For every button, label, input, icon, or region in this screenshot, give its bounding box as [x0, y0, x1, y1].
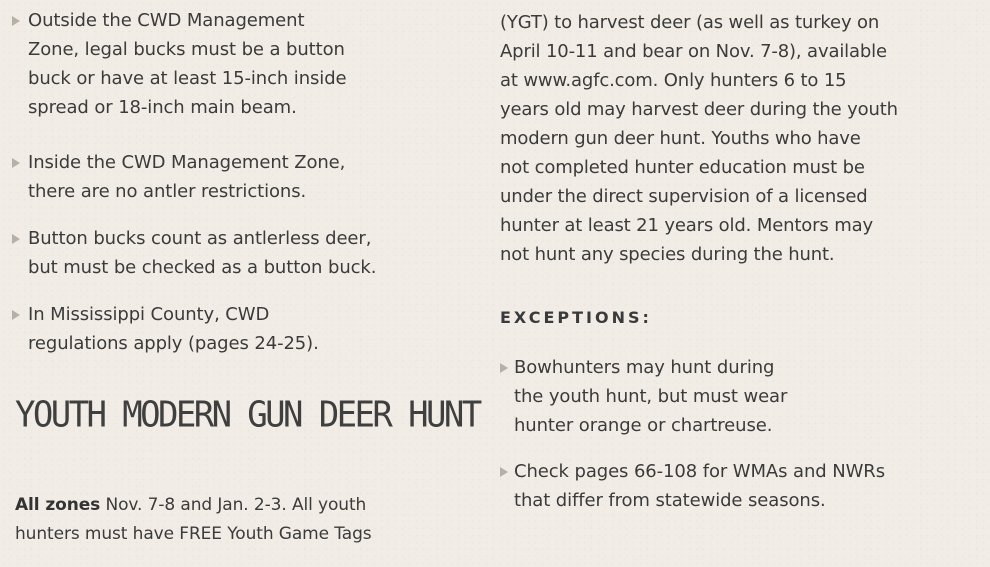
bullet-triangle-icon [12, 158, 20, 168]
bullet-triangle-icon [12, 310, 20, 320]
bullet-text: Bowhunters may hunt during the youth hunt, but must wear hunter orange or chartreuse. [514, 357, 788, 436]
bullet-text: Button bucks count as antlerless deer, but must be checked as a button buck. [28, 228, 377, 278]
youth-paragraph-line: hunters must have FREE Youth Game Tags [15, 524, 372, 544]
section-heading: YOUTH MODERN GUN DEER HUNT [15, 394, 480, 436]
bullet-triangle-icon [500, 363, 508, 373]
youth-paragraph-continued: (YGT) to harvest deer (as well as turkey on April 10-11 and bear on Nov. 7-8), available at www.agfc.com. Only hunters 6 to 15 years old may harvest deer during the youth modern gun deer hunt. Youths who have not completed hunter education must be under the direct supervision of a licensed hunter at least 21 years old. Mentors may not hunt any species during the hunt. [500, 12, 898, 265]
bullet-text: Outside the CWD Management Zone, legal bucks must be a button buck or have at least 15-inch inside spread or 18-inch main beam. [28, 10, 347, 118]
youth-paragraph-line: All zones Nov. 7-8 and Jan. 2-3. All youth [15, 495, 367, 515]
bullet-triangle-icon [12, 16, 20, 26]
bullet-text: In Mississippi County, CWD regulations apply (pages 24-25). [28, 304, 319, 354]
exceptions-heading: EXCEPTIONS: [500, 308, 652, 327]
youth-paragraph [15, 491, 485, 549]
bullet-triangle-icon [500, 467, 508, 477]
bullet-triangle-icon [12, 234, 20, 244]
youth-zones-lead: All zones [15, 495, 101, 515]
bullet-text: Check pages 66-108 for WMAs and NWRs that differ from statewide seasons. [514, 461, 885, 511]
bullet-text: Inside the CWD Management Zone, there are no antler restrictions. [28, 152, 346, 202]
